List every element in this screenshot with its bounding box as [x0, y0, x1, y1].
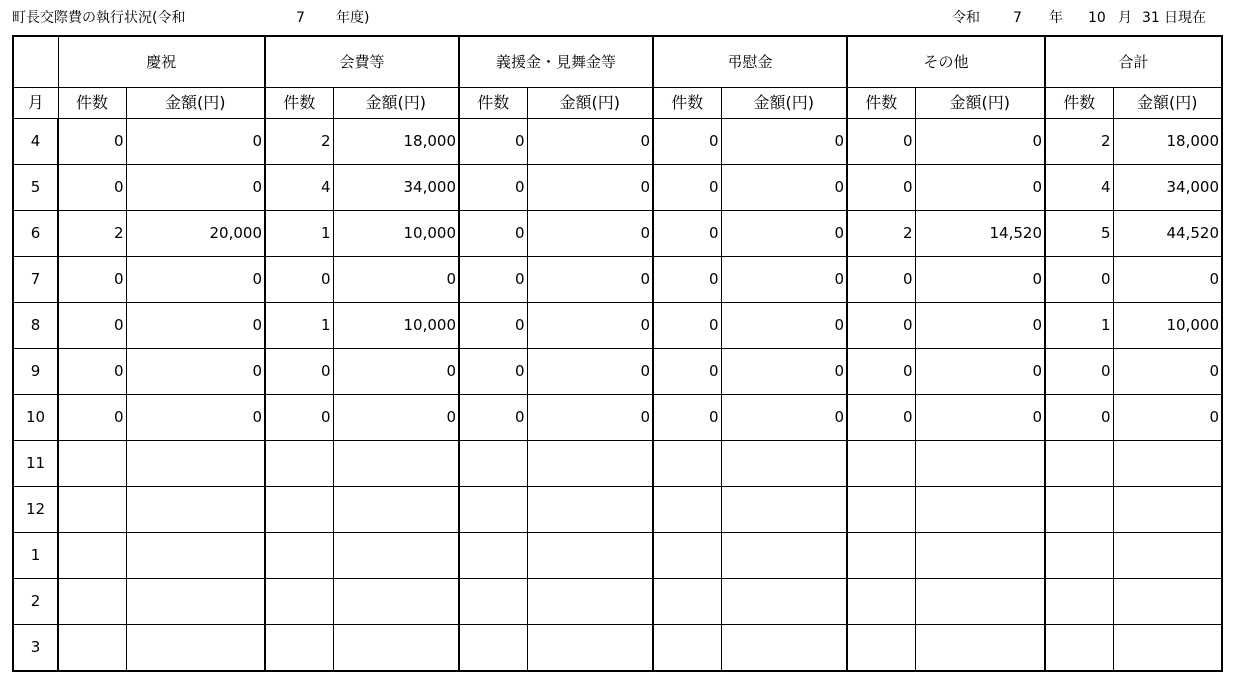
- amount-cell: [527, 579, 653, 625]
- asof-month-label: 月: [1118, 10, 1132, 26]
- amount-cell: [721, 579, 847, 625]
- amount-cell: 0: [333, 349, 459, 395]
- amount-cell: 0: [333, 257, 459, 303]
- amount-cell: 0: [126, 165, 265, 211]
- amount-cell: [721, 533, 847, 579]
- amount-cell: 0: [527, 395, 653, 441]
- month-cell: 6: [13, 211, 58, 257]
- amount-cell: [721, 625, 847, 672]
- count-cell: [1045, 487, 1113, 533]
- amount-cell: 0: [915, 303, 1045, 349]
- amount-cell: 0: [527, 165, 653, 211]
- count-cell: [847, 441, 915, 487]
- table-row: [13, 303, 1222, 349]
- amount-cell: 0: [915, 349, 1045, 395]
- expense-table: [12, 35, 1223, 672]
- amount-cell: [915, 441, 1045, 487]
- amount-cell: [527, 533, 653, 579]
- table-row: [13, 441, 1222, 487]
- category-header: その他: [847, 36, 1045, 88]
- month-cell: 5: [13, 165, 58, 211]
- count-cell: 4: [1045, 165, 1113, 211]
- table-row: [13, 165, 1222, 211]
- category-header: 会費等: [265, 36, 459, 88]
- count-header: 件数: [653, 88, 721, 119]
- count-cell: [847, 625, 915, 672]
- table-row: [13, 395, 1222, 441]
- amount-cell: 0: [126, 303, 265, 349]
- count-cell: 0: [1045, 349, 1113, 395]
- month-header: 月: [13, 88, 58, 119]
- count-cell: 0: [265, 257, 333, 303]
- amount-cell: [527, 487, 653, 533]
- amount-cell: 34,000: [333, 165, 459, 211]
- amount-cell: [1113, 487, 1222, 533]
- count-header: 件数: [459, 88, 527, 119]
- count-cell: [265, 487, 333, 533]
- amount-cell: [1113, 579, 1222, 625]
- amount-cell: 0: [721, 395, 847, 441]
- table-row: [13, 211, 1222, 257]
- table-row: [13, 349, 1222, 395]
- amount-cell: 10,000: [333, 303, 459, 349]
- category-header: 慶祝: [58, 36, 265, 88]
- count-cell: 2: [58, 211, 126, 257]
- count-cell: 0: [459, 211, 527, 257]
- table-row: [13, 625, 1222, 672]
- count-cell: [58, 579, 126, 625]
- count-cell: 0: [653, 211, 721, 257]
- count-cell: 5: [1045, 211, 1113, 257]
- count-cell: 0: [459, 165, 527, 211]
- count-cell: 0: [653, 257, 721, 303]
- count-cell: [847, 487, 915, 533]
- amount-cell: 34,000: [1113, 165, 1222, 211]
- category-header: 弔慰金: [653, 36, 847, 88]
- count-cell: 0: [459, 349, 527, 395]
- month-cell: 10: [13, 395, 58, 441]
- count-cell: 0: [653, 165, 721, 211]
- amount-cell: 0: [126, 119, 265, 165]
- amount-cell: [333, 579, 459, 625]
- amount-cell: [915, 487, 1045, 533]
- amount-cell: [915, 579, 1045, 625]
- amount-header: 金額(円): [333, 88, 459, 119]
- table-row: [13, 119, 1222, 165]
- amount-cell: 14,520: [915, 211, 1045, 257]
- amount-cell: 0: [721, 303, 847, 349]
- count-cell: [653, 533, 721, 579]
- amount-cell: 0: [915, 119, 1045, 165]
- count-cell: 0: [653, 303, 721, 349]
- count-cell: [459, 487, 527, 533]
- count-header: 件数: [1045, 88, 1113, 119]
- amount-cell: [1113, 533, 1222, 579]
- asof-year: 7: [1013, 10, 1022, 26]
- corner-cell: [13, 36, 58, 88]
- count-cell: [459, 441, 527, 487]
- count-cell: 0: [58, 119, 126, 165]
- amount-cell: [126, 625, 265, 672]
- count-cell: [1045, 625, 1113, 672]
- count-cell: [265, 441, 333, 487]
- table-row: [13, 533, 1222, 579]
- amount-cell: 0: [527, 303, 653, 349]
- count-cell: 0: [1045, 257, 1113, 303]
- fiscal-year-suffix: 年度): [336, 10, 370, 26]
- amount-cell: 0: [721, 349, 847, 395]
- count-cell: 0: [459, 119, 527, 165]
- count-cell: 0: [265, 395, 333, 441]
- count-cell: 0: [1045, 395, 1113, 441]
- count-cell: [653, 579, 721, 625]
- count-cell: [1045, 579, 1113, 625]
- amount-cell: 0: [721, 165, 847, 211]
- amount-cell: 44,520: [1113, 211, 1222, 257]
- count-cell: 0: [847, 119, 915, 165]
- count-cell: [459, 625, 527, 672]
- fiscal-year: 7: [296, 10, 305, 26]
- amount-cell: [126, 487, 265, 533]
- amount-cell: [721, 487, 847, 533]
- amount-cell: 20,000: [126, 211, 265, 257]
- count-header: 件数: [265, 88, 333, 119]
- month-cell: 9: [13, 349, 58, 395]
- amount-cell: 0: [721, 119, 847, 165]
- amount-cell: 0: [126, 395, 265, 441]
- asof-month: 10: [1088, 10, 1106, 26]
- count-cell: 0: [459, 303, 527, 349]
- month-cell: 1: [13, 533, 58, 579]
- count-cell: [653, 625, 721, 672]
- count-cell: [265, 579, 333, 625]
- amount-cell: 10,000: [333, 211, 459, 257]
- month-cell: 12: [13, 487, 58, 533]
- count-cell: [847, 579, 915, 625]
- table-row: [13, 487, 1222, 533]
- amount-cell: 0: [915, 395, 1045, 441]
- amount-header: 金額(円): [126, 88, 265, 119]
- count-cell: 0: [653, 349, 721, 395]
- month-cell: 8: [13, 303, 58, 349]
- count-cell: [58, 625, 126, 672]
- amount-cell: 0: [527, 119, 653, 165]
- count-cell: [58, 441, 126, 487]
- amount-cell: 18,000: [1113, 119, 1222, 165]
- report-title: 町長交際費の執行状況(令和: [12, 10, 186, 26]
- count-cell: 0: [459, 257, 527, 303]
- count-cell: 0: [653, 395, 721, 441]
- count-cell: 0: [58, 395, 126, 441]
- amount-cell: [915, 533, 1045, 579]
- count-cell: 0: [58, 257, 126, 303]
- count-cell: [1045, 441, 1113, 487]
- count-cell: 0: [847, 165, 915, 211]
- amount-cell: 0: [527, 349, 653, 395]
- amount-cell: 0: [1113, 257, 1222, 303]
- count-cell: [459, 579, 527, 625]
- amount-cell: [721, 441, 847, 487]
- amount-cell: [1113, 441, 1222, 487]
- amount-header: 金額(円): [1113, 88, 1222, 119]
- asof-era: 令和: [952, 10, 980, 26]
- count-cell: [265, 625, 333, 672]
- count-cell: 0: [653, 119, 721, 165]
- category-header: 合計: [1045, 36, 1222, 88]
- amount-header: 金額(円): [721, 88, 847, 119]
- amount-cell: 18,000: [333, 119, 459, 165]
- amount-cell: 0: [915, 165, 1045, 211]
- amount-cell: 0: [126, 349, 265, 395]
- amount-cell: [126, 579, 265, 625]
- category-header: 義援金・見舞金等: [459, 36, 653, 88]
- count-cell: 2: [265, 119, 333, 165]
- count-cell: [265, 533, 333, 579]
- amount-cell: [126, 533, 265, 579]
- count-cell: 0: [847, 395, 915, 441]
- amount-cell: 0: [527, 257, 653, 303]
- asof-day: 31: [1142, 10, 1160, 26]
- count-cell: [653, 441, 721, 487]
- amount-cell: 0: [1113, 349, 1222, 395]
- table-row: [13, 579, 1222, 625]
- count-cell: [847, 533, 915, 579]
- count-cell: 2: [1045, 119, 1113, 165]
- amount-cell: [333, 625, 459, 672]
- amount-cell: 0: [721, 257, 847, 303]
- count-cell: 4: [265, 165, 333, 211]
- amount-cell: [333, 441, 459, 487]
- count-header: 件数: [58, 88, 126, 119]
- count-cell: 2: [847, 211, 915, 257]
- amount-cell: [1113, 625, 1222, 672]
- asof-day-label: 日現在: [1164, 10, 1206, 26]
- count-cell: [459, 533, 527, 579]
- amount-cell: 0: [915, 257, 1045, 303]
- amount-cell: [527, 625, 653, 672]
- count-cell: [58, 487, 126, 533]
- amount-cell: [333, 533, 459, 579]
- month-cell: 11: [13, 441, 58, 487]
- count-cell: 0: [58, 165, 126, 211]
- amount-cell: 0: [333, 395, 459, 441]
- amount-cell: [333, 487, 459, 533]
- count-cell: [1045, 533, 1113, 579]
- count-cell: [653, 487, 721, 533]
- count-cell: 0: [58, 303, 126, 349]
- count-cell: 0: [847, 257, 915, 303]
- asof-year-label: 年: [1049, 10, 1063, 26]
- count-cell: 0: [265, 349, 333, 395]
- count-cell: 0: [847, 303, 915, 349]
- amount-cell: [527, 441, 653, 487]
- count-cell: 1: [265, 211, 333, 257]
- count-cell: 1: [265, 303, 333, 349]
- amount-header: 金額(円): [915, 88, 1045, 119]
- count-cell: [58, 533, 126, 579]
- table-row: [13, 257, 1222, 303]
- count-header: 件数: [847, 88, 915, 119]
- count-cell: 0: [58, 349, 126, 395]
- amount-cell: 0: [721, 211, 847, 257]
- month-cell: 7: [13, 257, 58, 303]
- month-cell: 4: [13, 119, 58, 165]
- count-cell: 0: [459, 395, 527, 441]
- count-cell: 1: [1045, 303, 1113, 349]
- amount-cell: 10,000: [1113, 303, 1222, 349]
- month-cell: 2: [13, 579, 58, 625]
- month-cell: 3: [13, 625, 58, 672]
- amount-cell: 0: [126, 257, 265, 303]
- amount-cell: 0: [527, 211, 653, 257]
- amount-cell: 0: [1113, 395, 1222, 441]
- count-cell: 0: [847, 349, 915, 395]
- amount-cell: [126, 441, 265, 487]
- amount-cell: [915, 625, 1045, 672]
- amount-header: 金額(円): [527, 88, 653, 119]
